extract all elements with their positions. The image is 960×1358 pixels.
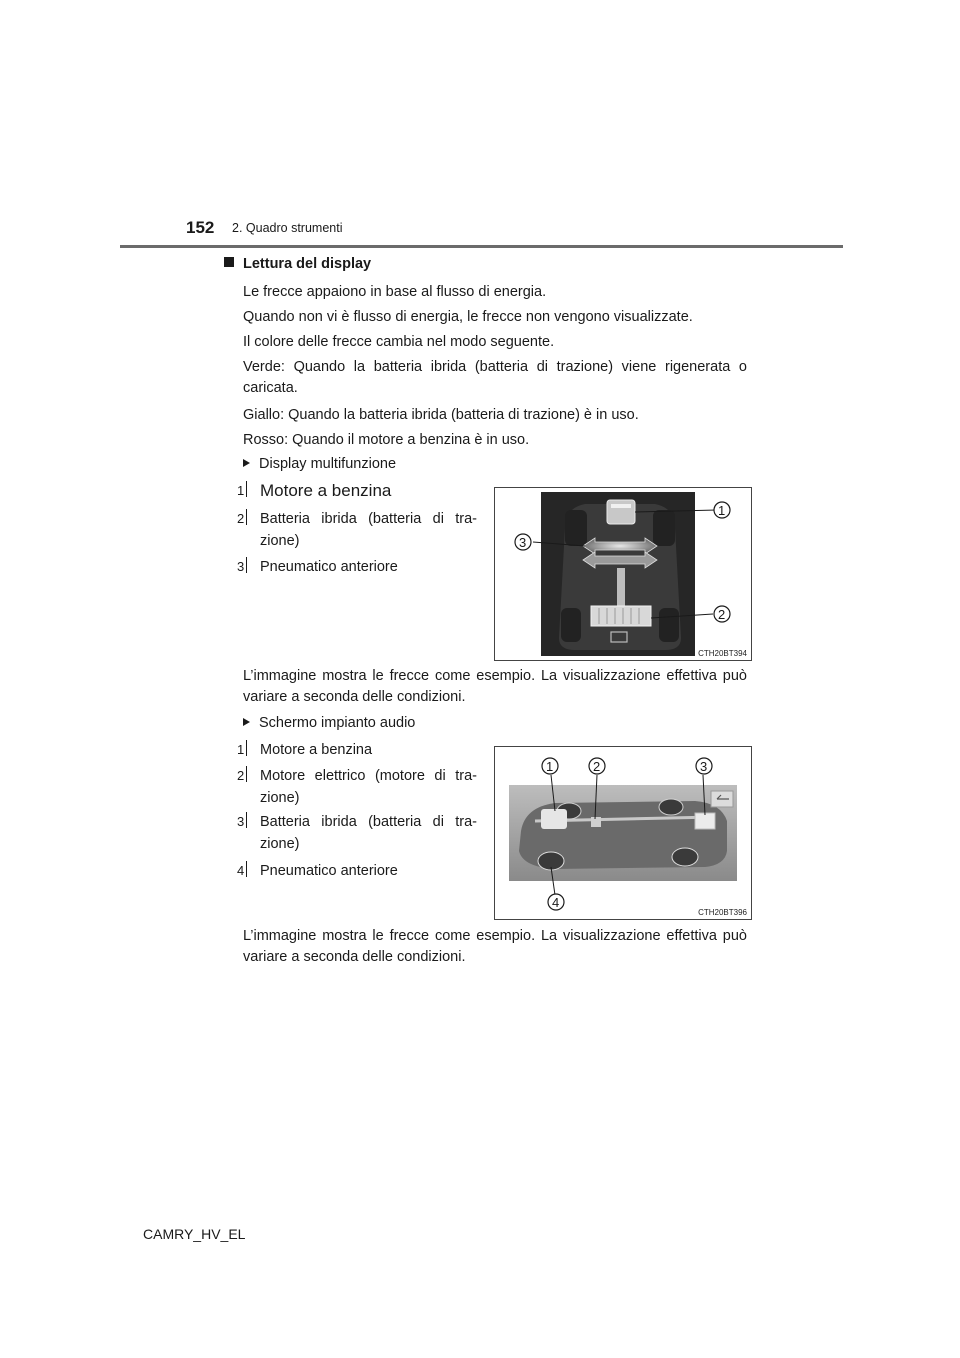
callout-3: 3	[700, 759, 708, 774]
legend-text: Pneumatico anteriore	[260, 559, 398, 575]
legend-text: Pneumatico anteriore	[260, 863, 398, 879]
figure-audio-display	[494, 746, 752, 920]
paragraph: Rosso: Quando il motore a benzina è in uso.	[243, 432, 530, 448]
paragraph: Il colore delle frecce cambia nel modo seguente.	[243, 334, 555, 350]
legend-number: 1	[237, 739, 244, 761]
callout-3: 3	[519, 535, 527, 550]
audio-display-illustration	[495, 747, 751, 919]
legend-item	[237, 508, 477, 552]
legend-number: 1	[237, 480, 244, 502]
callout-2: 2	[593, 759, 601, 774]
figure-code: CTH20BT394	[698, 649, 747, 658]
callout-4: 4	[552, 895, 560, 910]
paragraph: Verde: Quando la batteria ibrida (batteria di trazione) viene rigenerata o caricata.	[243, 359, 747, 396]
legend-number: 4	[237, 860, 244, 882]
header-rule	[120, 245, 843, 248]
callout-2: 2	[718, 607, 726, 622]
bullet-text: Display multifunzione	[259, 456, 397, 472]
bullet-text: Schermo impianto audio	[259, 715, 416, 731]
legend-number: 2	[237, 508, 244, 530]
page-number: 152	[186, 218, 215, 237]
section-heading	[224, 256, 371, 272]
chapter-title: 2. Quadro strumenti	[232, 221, 343, 235]
paragraph: Quando non vi è flusso di energia, le frecce non vengono visualizzate.	[243, 309, 693, 325]
legend-text: Motore elettrico (motore di tra-zione)	[260, 768, 477, 806]
legend-item	[237, 480, 477, 502]
figure-note: L’immagine mostra le frecce come esempio. La visualizzazione effettiva può variare a seconda delle condizioni.	[243, 928, 747, 965]
multi-display-illustration	[495, 488, 751, 660]
legend-item	[237, 556, 477, 578]
legend-text: Batteria ibrida (batteria di tra-zione)	[260, 511, 477, 549]
triangle-bullet-icon	[243, 459, 250, 467]
callout-1: 1	[546, 759, 554, 774]
figure-multi-display	[494, 487, 752, 661]
callout-1: 1	[718, 503, 726, 518]
legend-item	[237, 765, 477, 809]
legend-number: 3	[237, 556, 244, 578]
bullet-audio-display	[243, 715, 415, 731]
legend-text: Motore a benzina	[260, 481, 392, 500]
figure-note: L’immagine mostra le frecce come esempio. La visualizzazione effettiva può variare a seconda delle condizioni.	[243, 668, 747, 705]
square-bullet-icon	[224, 257, 234, 267]
paragraph: Le frecce appaiono in base al flusso di energia.	[243, 284, 547, 300]
bullet-multi-display	[243, 456, 396, 472]
legend-item	[237, 860, 477, 882]
triangle-bullet-icon	[243, 718, 250, 726]
legend-number: 2	[237, 765, 244, 787]
legend-number: 3	[237, 811, 244, 833]
legend-item	[237, 811, 477, 855]
figure-code: CTH20BT396	[698, 908, 747, 917]
paragraph: Giallo: Quando la batteria ibrida (batteria di trazione) è in uso.	[243, 407, 639, 423]
legend-text: Batteria ibrida (batteria di tra-zione)	[260, 814, 477, 852]
legend-text: Motore a benzina	[260, 742, 373, 758]
section-heading-text: Lettura del display	[243, 256, 372, 272]
document-code: CAMRY_HV_EL	[143, 1226, 246, 1242]
legend-item	[237, 739, 477, 761]
